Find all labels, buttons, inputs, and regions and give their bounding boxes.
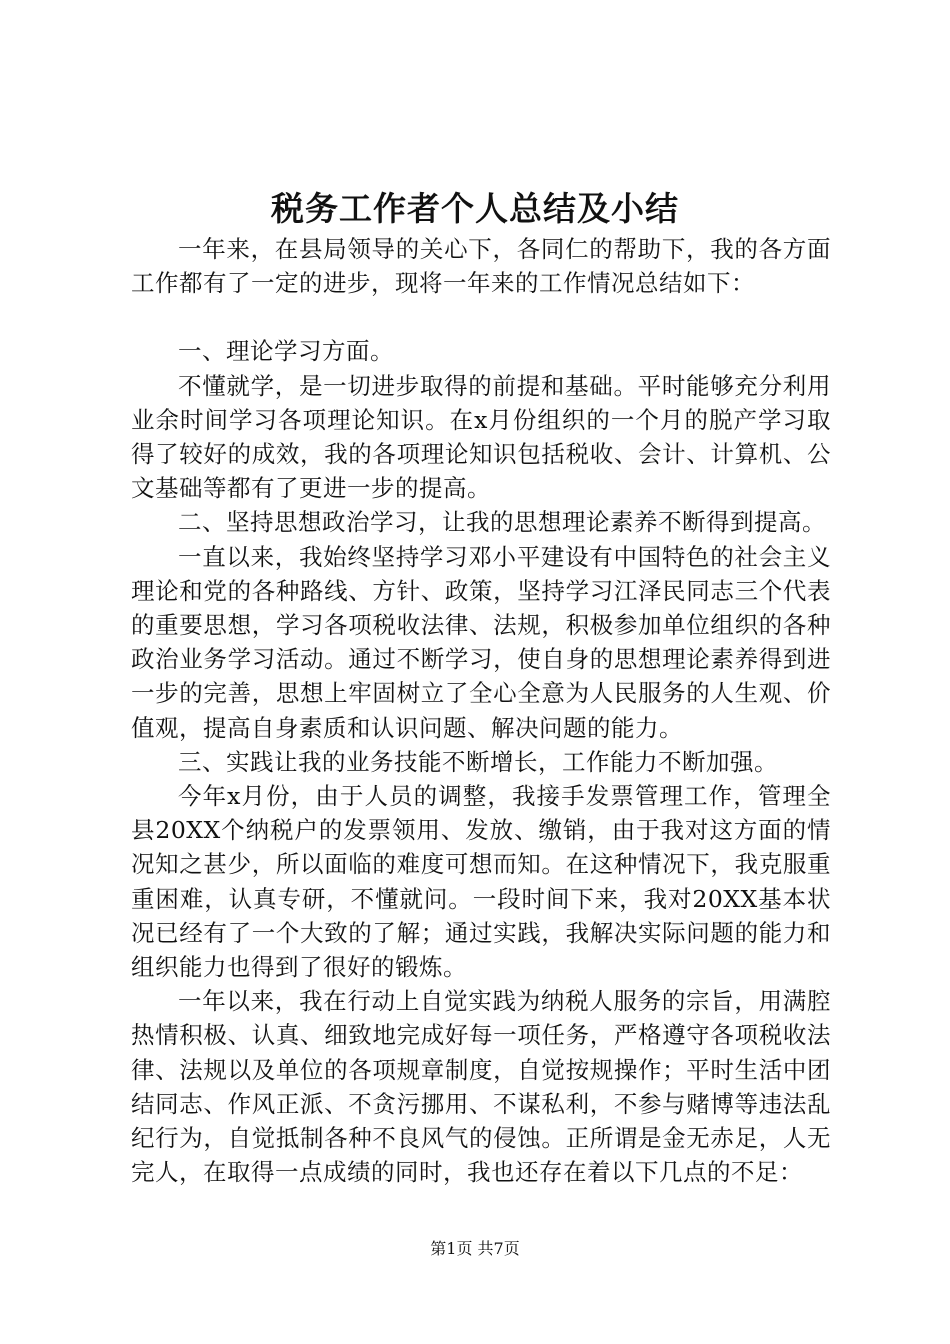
document-title: 税务工作者个人总结及小结 — [271, 189, 679, 228]
document-body — [131, 232, 831, 1189]
paragraph-intro: 一年来，在县局领导的关心下，各同仁的帮助下，我的各方面工作都有了一定的进步，现将一年来的工作情况总结如下： — [131, 235, 831, 298]
page-footer: 第1页 共7页 — [430, 1239, 520, 1258]
section-heading-1: 一、理论学习方面。 — [178, 337, 394, 366]
section-heading-3: 三、实践让我的业务技能不断增长，工作能力不断加强。 — [178, 747, 778, 776]
paragraph-invoice-management: 今年x月份，由于人员的调整，我接手发票管理工作，管理全县20XX个纳税户的发票领用、发放、缴销，由于我对这方面的情况知之甚少，所以面临的难度可想而知。在这种情况下，我克服重重困难，认真专研，不懂就问。一段时间下来，我对20XX基本状况已经有了一个大致的了解；通过实践，我解决实际问题的能力和组织能力也得到了很好的锻炼。 — [131, 782, 831, 982]
paragraph-conduct: 一年以来，我在行动上自觉实践为纳税人服务的宗旨，用满腔热情积极、认真、细致地完成好每一项任务，严格遵守各项税收法律、法规以及单位的各项规章制度，自觉按规操作；平时生活中团结同志、作风正派、不贪污挪用、不谋私利，不参与赌博等违法乱纪行为，自觉抵制各种不良风气的侵蚀。正所谓是金无赤足，人无完人，在取得一点成绩的同时，我也还存在着以下几点的不足： — [131, 987, 831, 1187]
paragraph-theory-study: 不懂就学，是一切进步取得的前提和基础。平时能够充分利用业余时间学习各项理论知识。在x月份组织的一个月的脱产学习取得了较好的成效，我的各项理论知识包括税收、会计、计算机、公文基础等都有了更进一步的提高。 — [131, 371, 831, 503]
section-heading-2: 二、坚持思想政治学习，让我的思想理论素养不断得到提高。 — [178, 508, 826, 537]
paragraph-political-study: 一直以来，我始终坚持学习邓小平建设有中国特色的社会主义理论和党的各种路线、方针、政策，坚持学习江泽民同志三个代表的重要思想，学习各项税收法律、法规，积极参加单位组织的各种政治业务学习活动。通过不断学习，使自身的思想理论素养得到进一步的完善，思想上牢固树立了全心全意为人民服务的人生观、价值观，提高自身素质和认识问题、解决问题的能力。 — [131, 542, 831, 742]
paragraph-gap — [131, 300, 831, 334]
